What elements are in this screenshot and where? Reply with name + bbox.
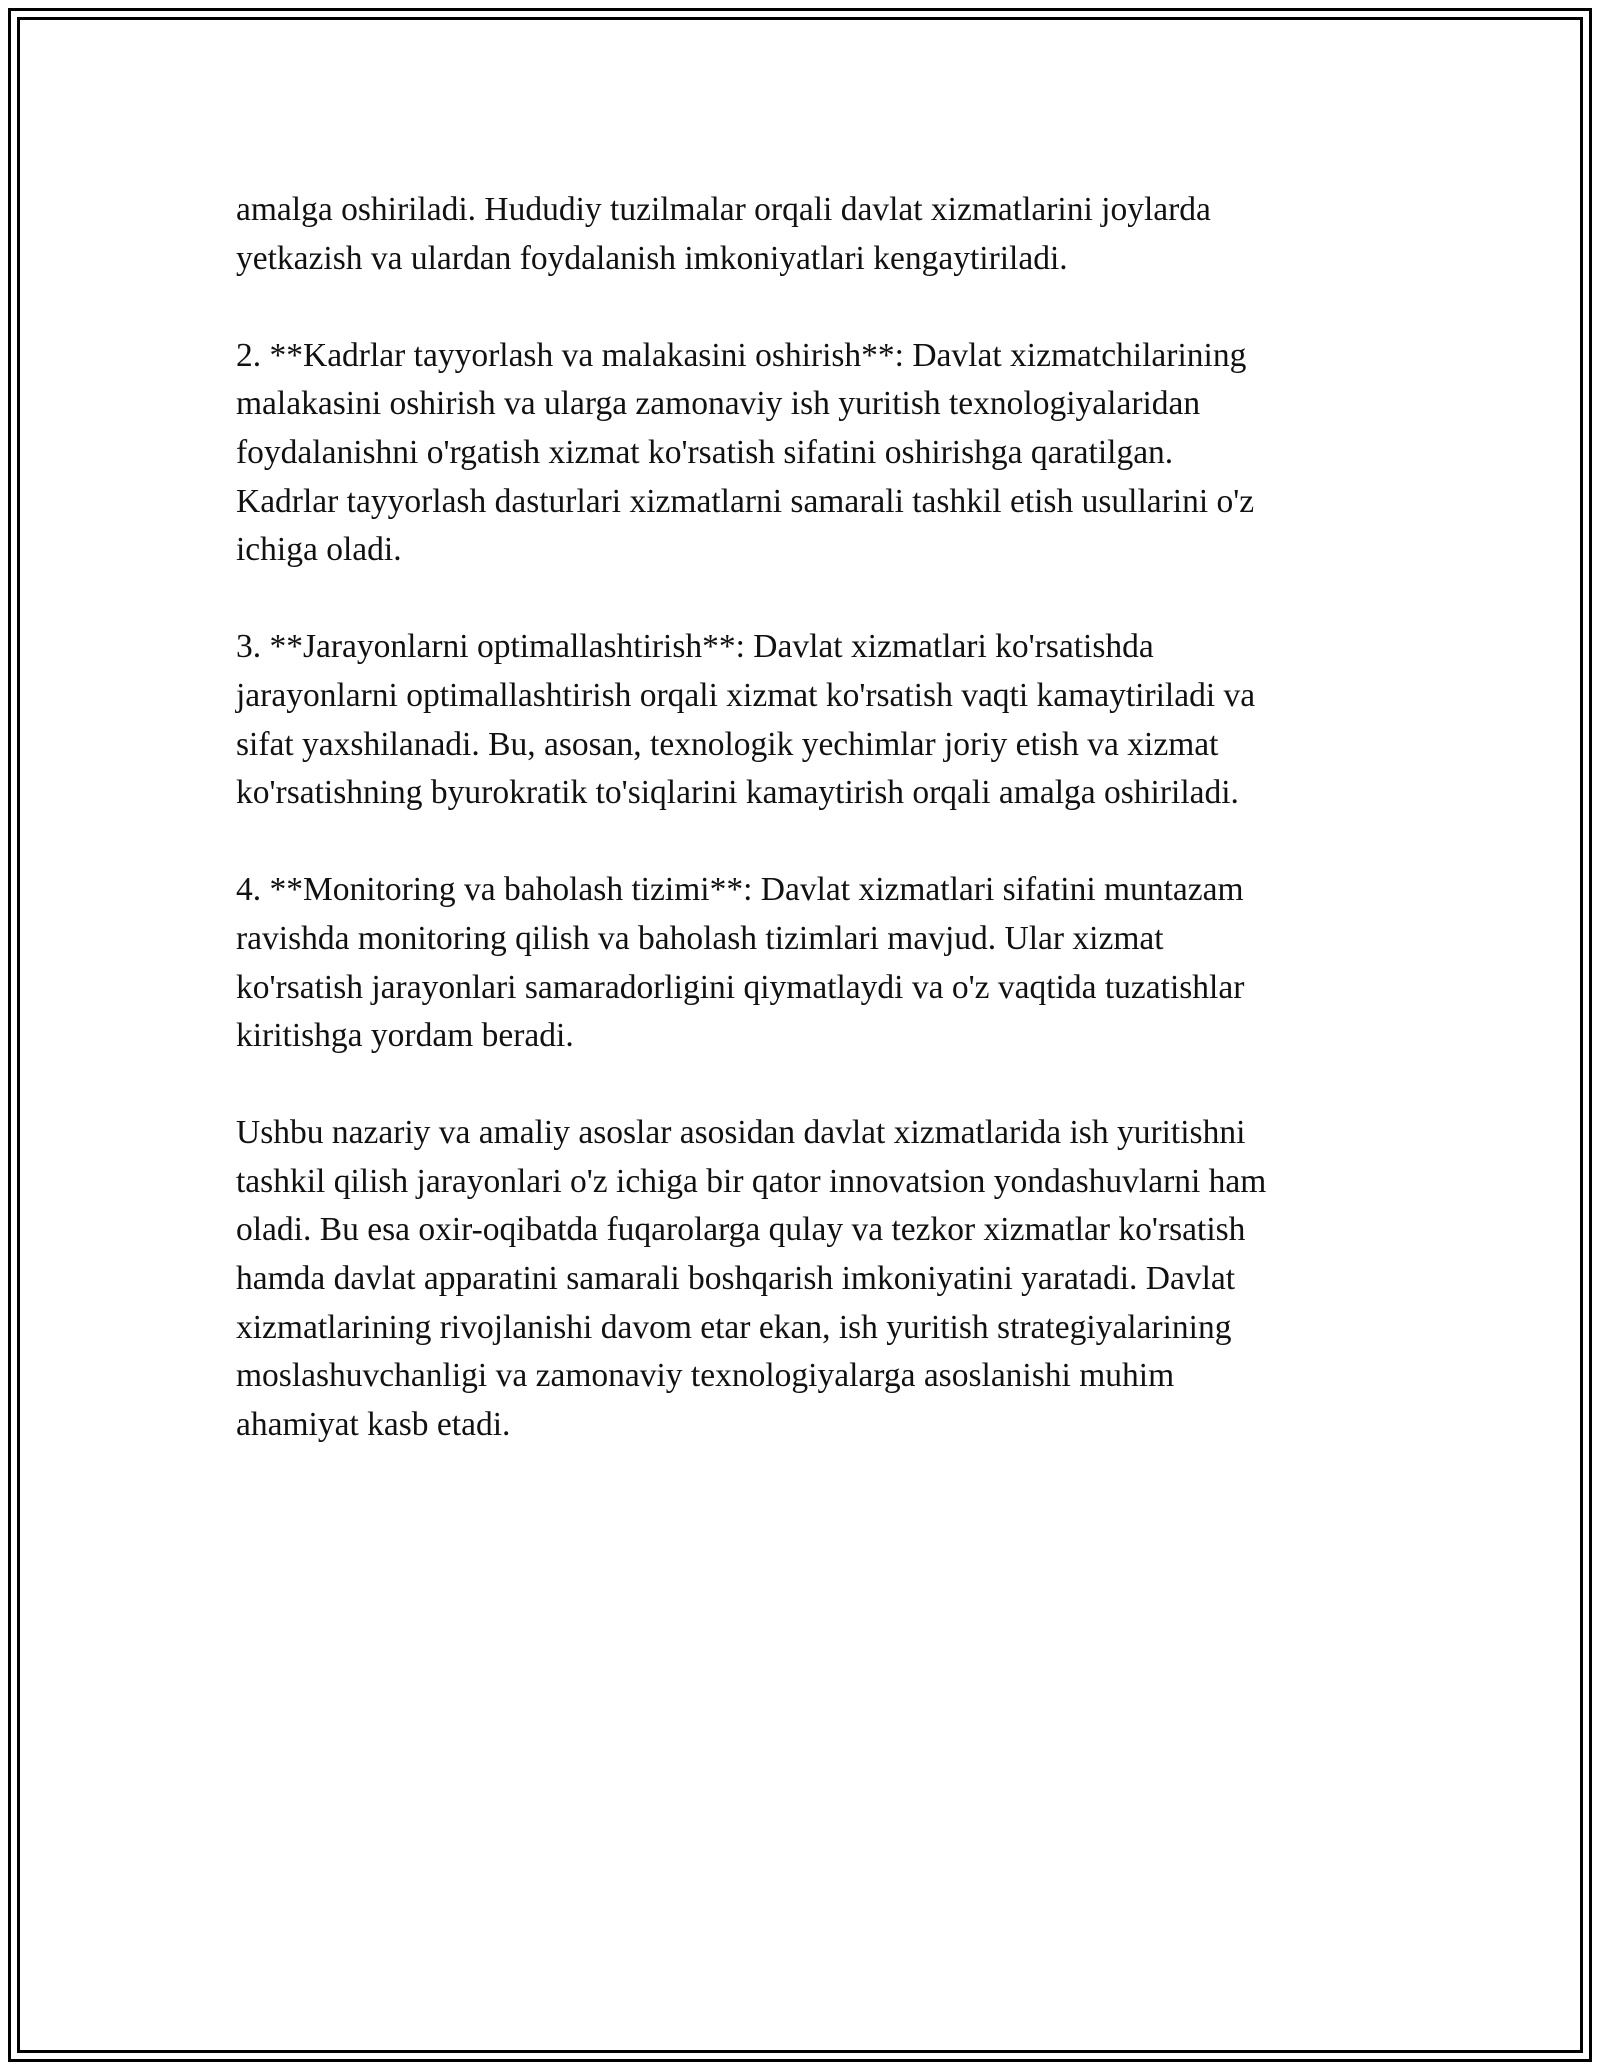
paragraph-item-4: [236, 866, 1366, 1060]
text-line: malakasini oshirish va ularga zamonaviy ish yuritish texnologiyalaridan: [236, 385, 1201, 423]
text-line: sifat yaxshilanadi. Bu, asosan, texnologik yechimlar joriy etish va xizmat: [236, 725, 1219, 763]
text-line: kiritishga yordam beradi.: [236, 1017, 574, 1055]
document-body: [236, 186, 1366, 1449]
text-line: ichiga oladi.: [236, 531, 402, 569]
text-line: yetkazish va ulardan foydalanish imkoniyatlari kengaytiriladi.: [236, 239, 1068, 277]
text-line: oladi. Bu esa oxir-oqibatda fuqarolarga qulay va tezkor xizmatlar ko'rsatish: [236, 1211, 1246, 1249]
text-line: 4. **Monitoring va baholash tizimi**: Davlat xizmatlari sifatini muntazam: [236, 871, 1244, 909]
text-line: Ushbu nazariy va amaliy asoslar asosidan davlat xizmatlarida ish yuritishni: [236, 1114, 1246, 1152]
text-line: ravishda monitoring qilish va baholash tizimlari mavjud. Ular xizmat: [236, 919, 1164, 957]
text-line: ko'rsatishning byurokratik to'siqlarini kamaytirish orqali amalga oshiriladi.: [236, 774, 1239, 812]
text-line: moslashuvchanligi va zamonaviy texnologiyalarga asoslanishi muhim: [236, 1357, 1175, 1395]
text-line: 2. **Kadrlar tayyorlash va malakasini oshirish**: Davlat xizmatchilarining: [236, 336, 1247, 374]
text-line: Kadrlar tayyorlash dasturlari xizmatlarni samarali tashkil etish usullarini o'z: [236, 482, 1255, 520]
paragraph-conclusion: [236, 1109, 1366, 1449]
text-line: ko'rsatish jarayonlari samaradorligini qiymatlaydi va o'z vaqtida tuzatishlar: [236, 968, 1245, 1006]
paragraph-continuation: [236, 186, 1366, 283]
paragraph-item-3: [236, 623, 1366, 817]
text-line: foydalanishni o'rgatish xizmat ko'rsatish sifatini oshirishga qaratilgan.: [236, 433, 1174, 471]
text-line: 3. **Jarayonlarni optimallashtirish**: Davlat xizmatlari ko'rsatishda: [236, 628, 1154, 666]
text-line: ahamiyat kasb etadi.: [236, 1405, 511, 1443]
text-line: hamda davlat apparatini samarali boshqarish imkoniyatini yaratadi. Davlat: [236, 1260, 1236, 1298]
paragraph-item-2: [236, 332, 1366, 575]
text-line: jarayonlarni optimallashtirish orqali xizmat ko'rsatish vaqti kamaytiriladi va: [236, 676, 1256, 714]
text-line: xizmatlarining rivojlanishi davom etar ekan, ish yuritish strategiyalarining: [236, 1308, 1232, 1346]
text-line: tashkil qilish jarayonlari o'z ichiga bir qator innovatsion yondashuvlarni ham: [236, 1162, 1267, 1200]
text-line: amalga oshiriladi. Hududiy tuzilmalar orqali davlat xizmatlarini joylarda: [236, 191, 1211, 228]
